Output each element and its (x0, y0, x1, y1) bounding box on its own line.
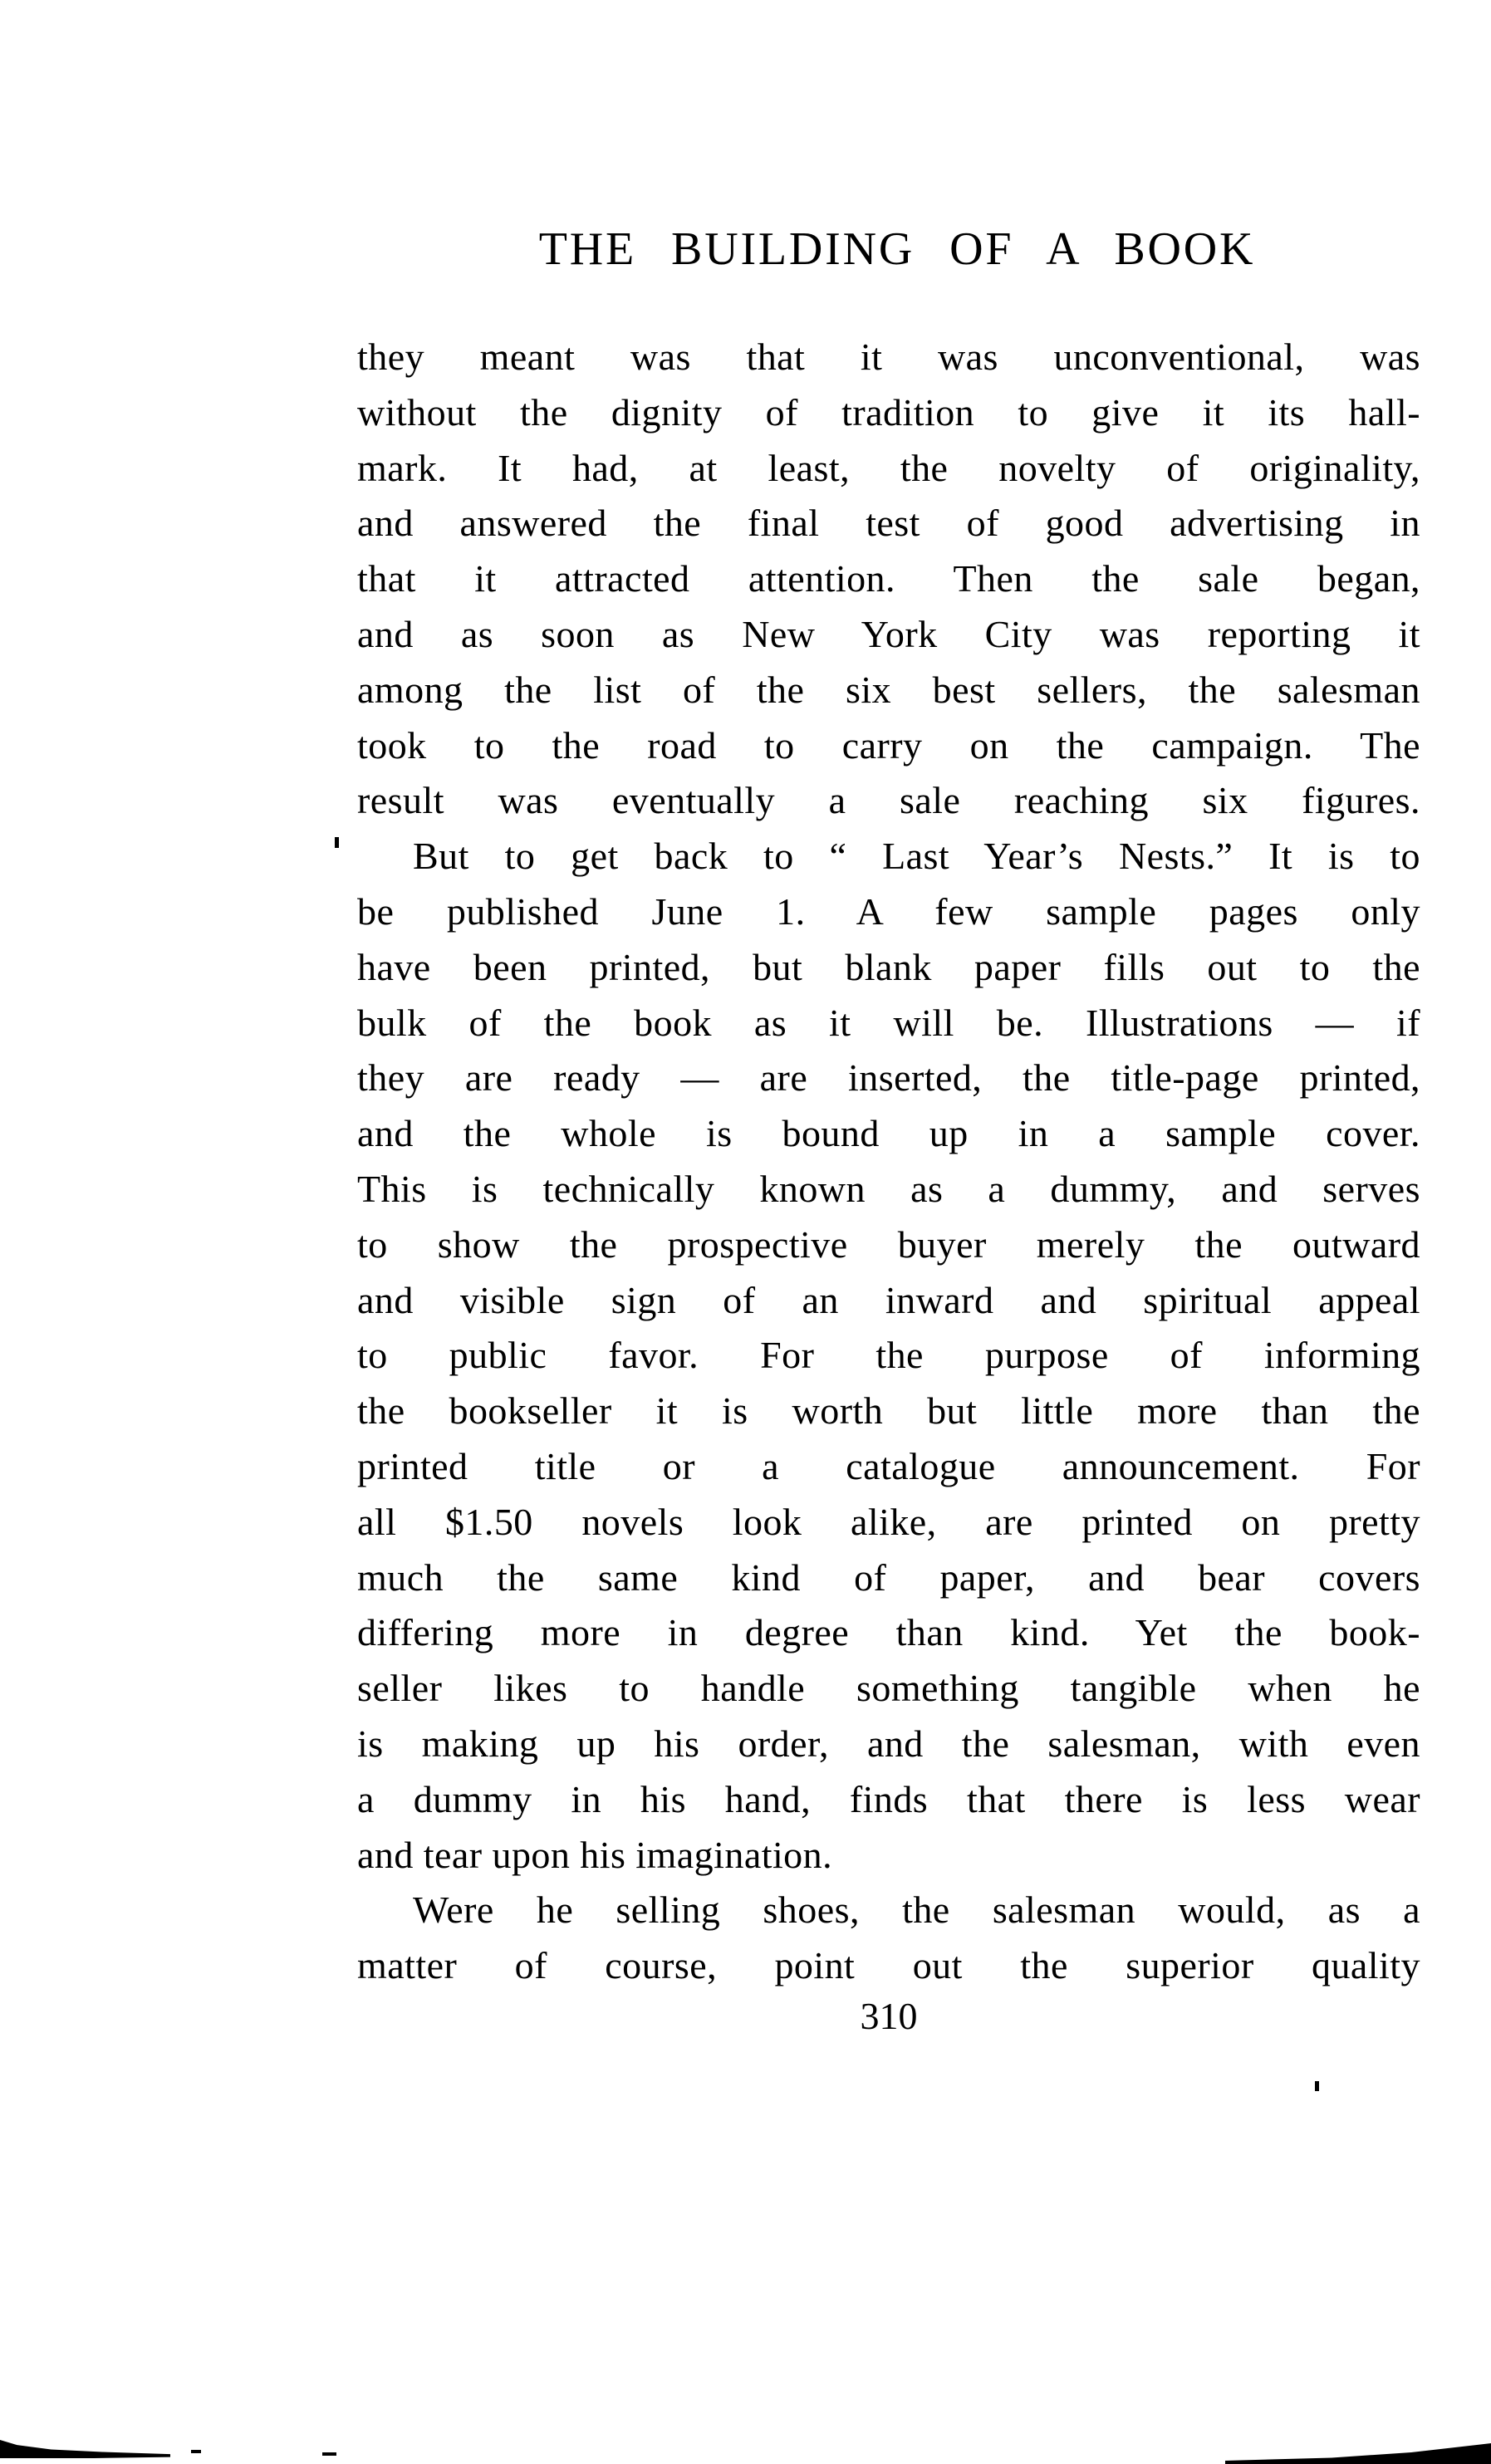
body-line: they are ready — are inserted, the title-page printed, (357, 1056, 1420, 1100)
scan-smudge-bottom-right (1225, 2443, 1491, 2464)
scan-speck (335, 837, 339, 848)
scan-speck (322, 2452, 336, 2456)
body-line: they meant was that it was unconventional, was (357, 336, 1420, 378)
body-text (357, 330, 1420, 1994)
body-line: among the list of the six best sellers, the salesman (357, 668, 1420, 711)
body-line: the bookseller it is worth but little more than the (357, 1389, 1420, 1433)
body-line: differing more in degree than kind. Yet the book- (357, 1611, 1420, 1654)
body-line: This is technically known as a dummy, and serves (357, 1167, 1420, 1210)
body-line: result was eventually a sale reaching six figures. (357, 779, 1420, 822)
body-line: to show the prospective buyer merely the outward (357, 1222, 1420, 1266)
body-line-paragraph-start: Were he selling shoes, the salesman would, as a (413, 1888, 1420, 1932)
body-line: is making up his order, and the salesman, with even (357, 1722, 1420, 1765)
body-line: mark. It had, at least, the novelty of originality, (357, 446, 1420, 489)
body-line: a dummy in his hand, finds that there is less wear (357, 1777, 1420, 1820)
body-line: and visible sign of an inward and spiritual appeal (357, 1278, 1420, 1321)
body-line: without the dignity of tradition to give it its hall- (357, 390, 1420, 434)
body-line: took to the road to carry on the campaign. The (357, 723, 1420, 767)
body-line: have been printed, but blank paper fills out to the (357, 945, 1420, 988)
scan-speck (1315, 2081, 1319, 2091)
page-number: 310 (860, 1995, 918, 2037)
body-line: to public favor. For the purpose of informing (357, 1334, 1420, 1377)
body-line-paragraph-end: and tear upon his imagination. (357, 1833, 833, 1876)
body-line: bulk of the book as it will be. Illustrations — if (357, 1001, 1420, 1044)
body-line: be published June 1. A few sample pages only (357, 889, 1420, 933)
body-line-paragraph-start: But to get back to “ Last Year’s Nests.” It is to (413, 835, 1420, 878)
body-line: much the same kind of paper, and bear covers (357, 1555, 1420, 1599)
body-line: printed title or a catalogue announcement. For (357, 1444, 1420, 1487)
body-line: seller likes to handle something tangible when he (357, 1667, 1420, 1710)
running-header: THE BUILDING OF A BOOK (538, 223, 1256, 275)
scan-speck (191, 2450, 201, 2453)
body-line: all $1.50 novels look alike, are printed on pretty (357, 1500, 1420, 1543)
body-line: and answered the final test of good advertising in (357, 502, 1420, 545)
scan-smudge-bottom-left (0, 2440, 170, 2458)
body-line: that it attracted attention. Then the sale began, (357, 557, 1420, 600)
body-line: matter of course, point out the superior quality (357, 1944, 1420, 1987)
body-line: and the whole is bound up in a sample cover. (357, 1112, 1420, 1155)
body-line: and as soon as New York City was reporting it (357, 612, 1420, 655)
